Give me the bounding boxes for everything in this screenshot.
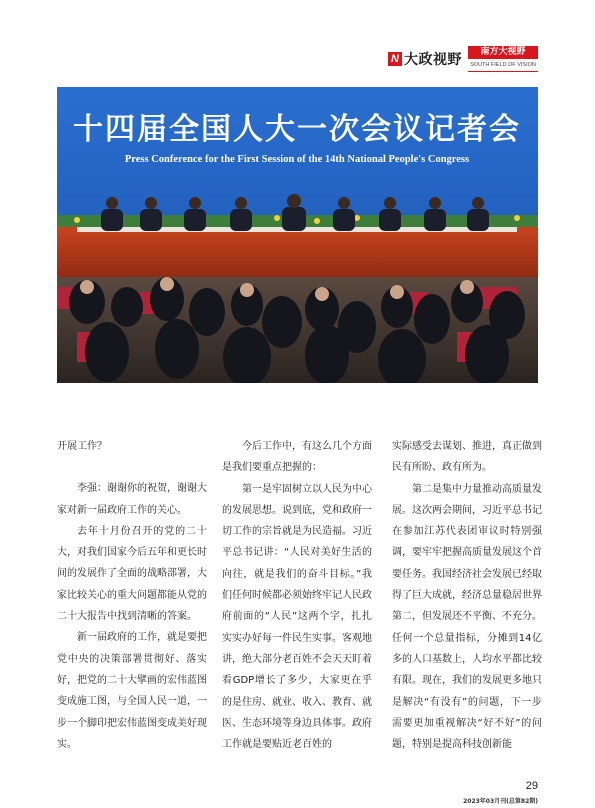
issue-label: 2023年03月刊(总第82期) <box>463 798 538 805</box>
article-column-3 <box>392 436 542 755</box>
paragraph: 第二是集中力量推动高质量发展。这次两会期间，习近平总书记在参加江苏代表团审议时特别强调，要牢牢把握高质量发展这个首要任务。我国经济社会发展已经取得了巨大成就，经济总量稳居世界第二，但发展还不平衡、不充分。任何一个总量指标，分摊到14亿多的人口基数上，人均水平都比较有限。现在，我们的发展更多地只是解决“有没有”的问题，下一步需要更加重视解决“好不好”的问题，特别是提高科技创新能 <box>392 483 542 751</box>
paragraph: 今后工作中，有这么几个方面是我们要重点把握的： <box>222 441 372 474</box>
article-column-2 <box>222 436 372 755</box>
brand-name-en: SOUTH FIELD OF VISION <box>468 59 538 72</box>
banner-title-cn: 十四届全国人大一次会议记者会 <box>73 112 521 147</box>
article-column-1 <box>57 436 207 755</box>
magazine-logo-icon: N <box>388 52 402 66</box>
paragraph: 李强：谢谢你的祝贺，谢谢大家对新一届政府工作的关心。 <box>57 483 207 516</box>
press-conference-photo <box>57 87 538 383</box>
paragraph: 去年十月份召开的党的二十大，对我们国家今后五年和更长时间的发展作了全面的战略部署，大家比较关心的重大问题都能从党的二十大报告中找到清晰的答案。 <box>57 525 207 623</box>
paragraph: 新一届政府的工作，就是要把党中央的决策部署贯彻好、落实好，把党的二十大擘画的宏伟蓝图变成施工图，与全国人民一道，一步一个脚印把宏伟蓝图变成美好现实。 <box>57 632 207 750</box>
paragraph: 开展工作？ <box>57 441 107 452</box>
section-title: 大政视野 <box>404 52 462 68</box>
paragraph: 第一是牢固树立以人民为中心的发展思想。说到底，党和政府一切工作的宗旨就是为民造福。习近平总书记讲：“人民对美好生活的向往，就是我们的奋斗目标。”我们任何时候都必须始终牢记人民政府前面的“人民”这两个字，扎扎实实办好每一件民生实事。客观地讲，绝大部分老百姓不会天天盯着看GDP增长了多少，大家更在乎的是住房、就业、收入、教育、就医、生态环境等身边具体事。政府工作就是要贴近老百姓的 <box>222 483 372 751</box>
brand-badge <box>468 46 538 72</box>
magazine-header <box>388 46 538 74</box>
brand-name-cn: 南方大视野 <box>468 46 538 59</box>
page-number: 29 <box>525 780 538 792</box>
paragraph: 实际感受去谋划、推进，真正做到民有所盼、政有所为。 <box>392 441 542 474</box>
banner-title-en: Press Conference for the First Session of the 14th National People's Congress <box>124 154 470 165</box>
